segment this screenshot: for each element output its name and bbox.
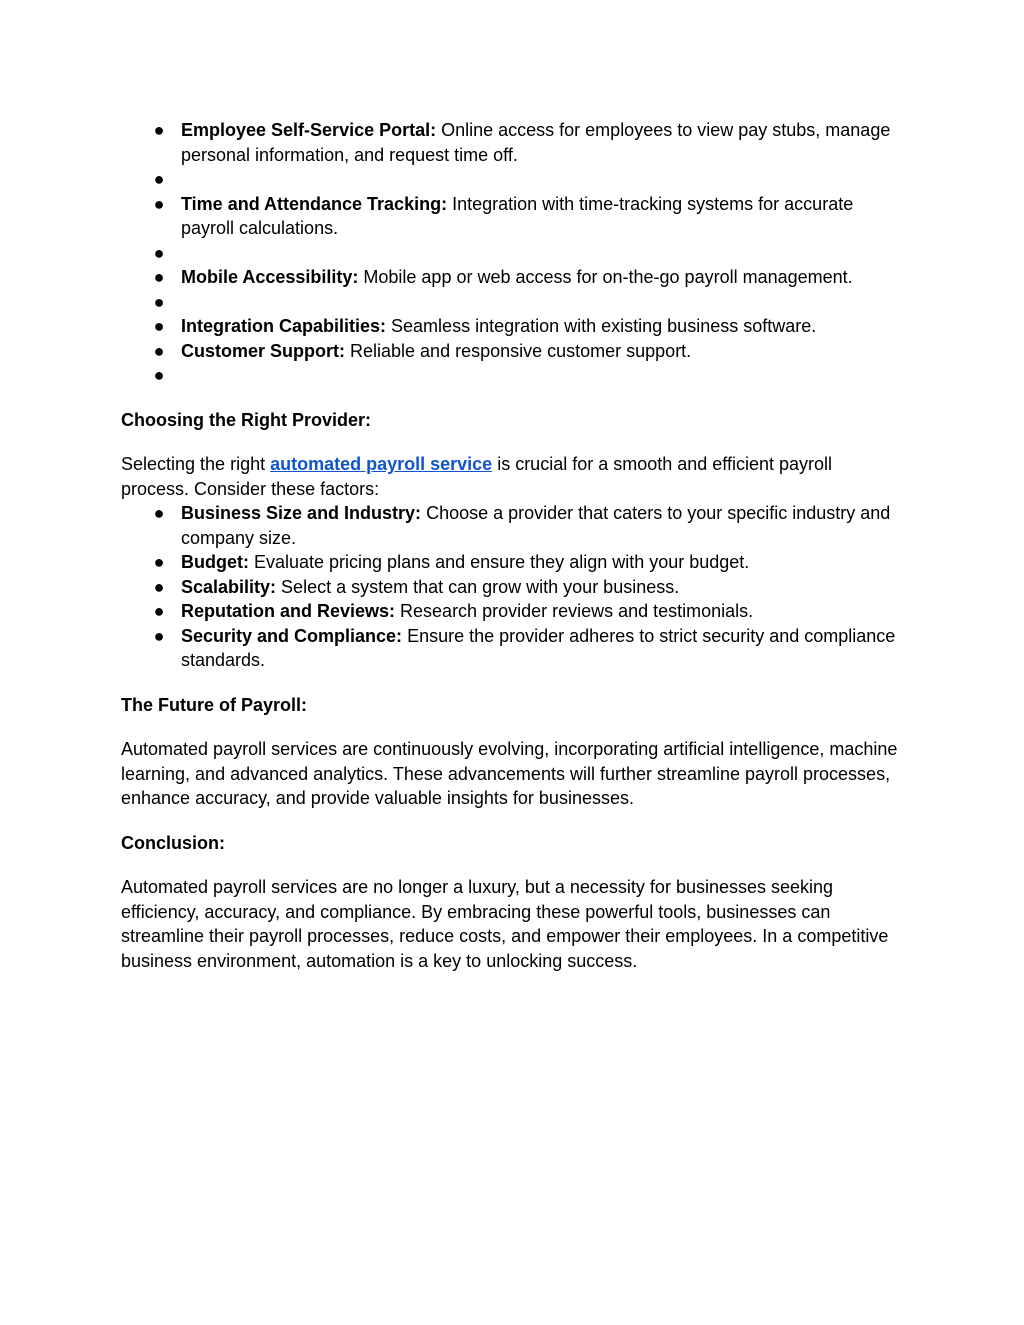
bullet-icon: ● <box>153 576 165 597</box>
list-item-term: Employee Self-Service Portal: <box>181 120 437 140</box>
section-heading-provider: Choosing the Right Provider: <box>121 409 371 430</box>
list-item <box>121 624 901 673</box>
bullet-icon: ● <box>153 340 165 361</box>
list-item-term: Reputation and Reviews: <box>181 601 396 621</box>
list-item <box>121 575 901 600</box>
section-heading-conclusion: Conclusion: <box>121 832 225 853</box>
list-item-desc: Evaluate pricing plans and ensure they align with your budget. <box>248 552 750 572</box>
list-item <box>121 339 901 364</box>
list-item-desc: Ensure the provider adheres to strict security and compliance standards. <box>181 625 896 670</box>
list-item-desc: Select a system that can grow with your business. <box>276 576 680 597</box>
list-item <box>121 314 901 339</box>
conclusion-paragraph: Automated payroll services are no longer a luxury, but a necessity for businesses seeking efficiency, accuracy, and compliance. By embracing these powerful tools, businesses can streamline their payroll processes, reduce costs, and empower their employees. In a competitive business environment, automation is a key to unlocking success. <box>121 877 889 971</box>
future-paragraph: Automated payroll services are continuously evolving, incorporating artificial intelligence, machine learning, and advanced analytics. These advancements will further streamline payroll processes, enhance accuracy, and provide valuable insights for businesses. <box>121 739 898 808</box>
list-item-desc: Seamless integration with existing business software. <box>386 316 817 336</box>
list-item-desc: Integration with time-tracking systems for accurate payroll calculations. <box>181 193 854 238</box>
list-item-term: Time and Attendance Tracking: <box>181 193 448 214</box>
list-item <box>121 241 901 266</box>
list-item-term: Security and Compliance: <box>181 625 403 646</box>
bullet-icon: ● <box>153 193 165 214</box>
list-item-term: Mobile Accessibility: <box>181 267 359 287</box>
bullet-icon: ● <box>153 601 165 621</box>
list-item <box>121 265 901 290</box>
features-list <box>121 118 901 388</box>
list-item <box>121 118 901 167</box>
bullet-icon: ● <box>153 503 165 523</box>
bullet-icon: ● <box>153 625 165 646</box>
provider-intro-paragraph <box>121 452 901 501</box>
provider-intro-text-after: is crucial for a smooth and efficient payroll process. Consider these factors: <box>121 454 833 499</box>
list-item <box>121 167 901 192</box>
list-item-term: Budget: <box>181 552 249 572</box>
list-item-desc: Mobile app or web access for on-the-go payroll management. <box>358 267 853 287</box>
bullet-icon: ● <box>153 120 165 140</box>
list-item <box>121 550 901 575</box>
list-item-term: Customer Support: <box>181 340 345 361</box>
list-item-desc: Choose a provider that caters to your specific industry and company size. <box>181 503 891 548</box>
bullet-icon: ● <box>153 169 165 189</box>
list-item <box>121 192 901 241</box>
bullet-icon: ● <box>153 316 165 336</box>
bullet-icon: ● <box>153 552 165 572</box>
bullet-icon: ● <box>153 267 165 287</box>
list-item-term: Business Size and Industry: <box>181 503 422 523</box>
list-item <box>121 599 901 624</box>
list-item <box>121 290 901 315</box>
list-item <box>121 363 901 388</box>
provider-intro-text: Selecting the right <box>121 454 271 474</box>
bullet-icon: ● <box>153 242 165 263</box>
bullet-icon: ● <box>153 365 165 385</box>
section-heading-future: The Future of Payroll: <box>121 694 308 715</box>
factors-list <box>121 501 901 673</box>
list-item <box>121 501 901 550</box>
list-item-desc: Online access for employees to view pay stubs, manage personal information, and request time off. <box>181 120 891 165</box>
document-page <box>121 118 901 973</box>
list-item-desc: Reliable and responsive customer support. <box>345 340 692 361</box>
list-item-desc: Research provider reviews and testimonials. <box>395 601 754 621</box>
list-item-term: Scalability: <box>181 576 277 597</box>
list-item-term: Integration Capabilities: <box>181 316 387 336</box>
bullet-icon: ● <box>153 291 165 312</box>
automated-payroll-service-link[interactable]: automated payroll service <box>270 454 493 474</box>
